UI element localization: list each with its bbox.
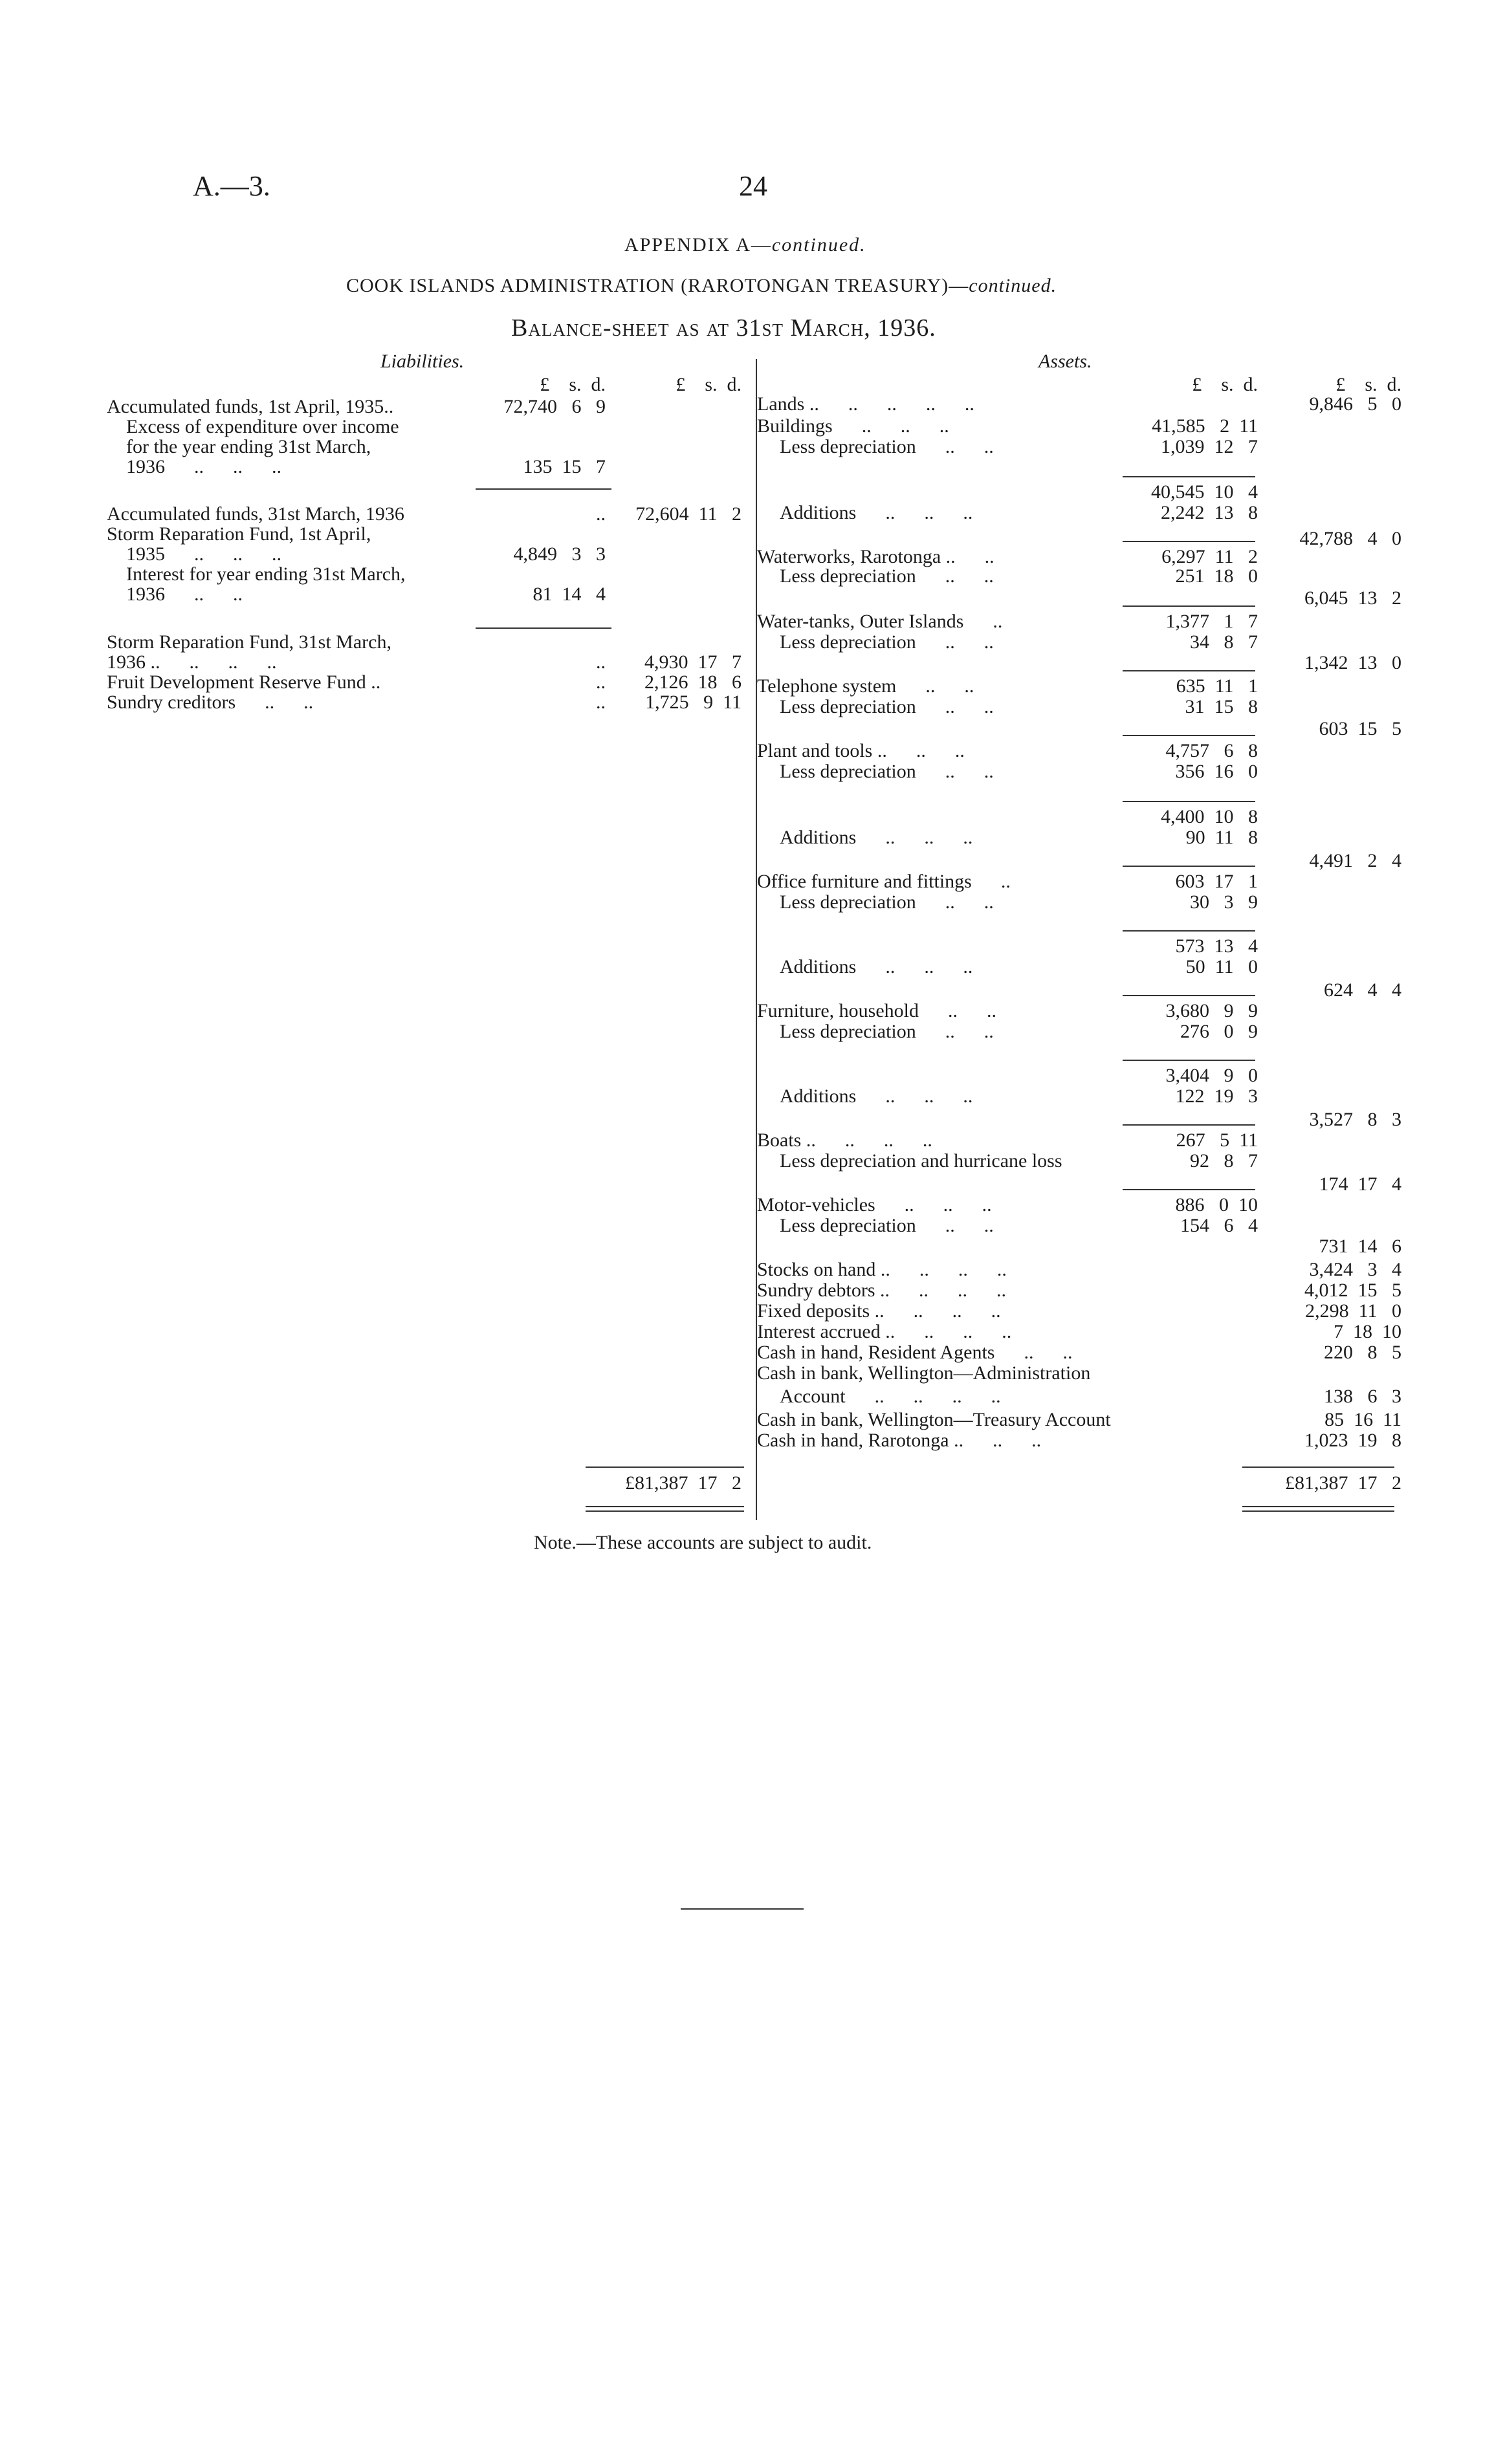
liabilities-row-label: for the year ending 31st March,	[126, 436, 371, 457]
assets-subtotal-rule	[1123, 735, 1255, 736]
liabilities-row-label: 1936 .. .. ..	[126, 456, 281, 477]
assets-row-amount-1: 1,039 12 7	[1161, 436, 1258, 457]
assets-row-label: Cash in bank, Wellington—Treasury Account	[757, 1409, 1111, 1430]
assets-row-amount-1: 6,297 11 2	[1161, 546, 1258, 567]
liabilities-row-amount-1: ..	[596, 671, 606, 693]
assets-subtotal-rule	[1123, 1060, 1255, 1061]
liabilities-row-label: 1936 .. .. .. ..	[107, 651, 277, 673]
assets-row-amount-1: 3,680 9 9	[1165, 1000, 1258, 1021]
liabilities-col1-head: £ s. d.	[540, 374, 606, 395]
assets-row-label: Waterworks, Rarotonga .. ..	[757, 546, 994, 567]
assets-subtotal-rule	[1123, 670, 1255, 671]
appendix-heading	[624, 234, 866, 256]
liabilities-row-label: Accumulated funds, 31st March, 1936	[107, 503, 404, 525]
assets-row-amount-1: 251 18 0	[1175, 565, 1258, 587]
assets-total-rule	[1242, 1466, 1394, 1468]
assets-row-amount-1: 34 8 7	[1190, 631, 1258, 653]
assets-row-label: Cash in bank, Wellington—Administration	[757, 1362, 1091, 1384]
liabilities-row-label: 1936 .. ..	[126, 583, 243, 605]
audit-note: Note.—These accounts are subject to audit.	[534, 1532, 872, 1553]
assets-row-amount-1: 267 5 11	[1176, 1129, 1258, 1151]
assets-row-amount-2: 731 14 6	[1319, 1236, 1401, 1257]
assets-row-amount-1: 635 11 1	[1176, 675, 1258, 697]
assets-row-amount-2: 85 16 11	[1324, 1409, 1401, 1430]
liabilities-row-label: Storm Reparation Fund, 31st March,	[107, 631, 391, 653]
assets-row-label: Plant and tools .. .. ..	[757, 740, 965, 761]
administration-heading-continued: continued.	[969, 275, 1057, 296]
liabilities-row-label: Interest for year ending 31st March,	[126, 563, 406, 585]
assets-row-amount-1: 92 8 7	[1190, 1150, 1258, 1172]
liabilities-rule	[476, 488, 611, 490]
liabilities-row-amount-1: 72,740 6 9	[503, 396, 606, 417]
assets-row-amount-1: 41,585 2 11	[1152, 415, 1258, 437]
assets-row-amount-1: 31 15 8	[1185, 696, 1258, 717]
assets-row-amount-2: 42,788 4 0	[1299, 528, 1401, 549]
liabilities-row-label: Accumulated funds, 1st April, 1935..	[107, 396, 394, 417]
assets-subtotal-rule	[1123, 605, 1255, 607]
assets-row-label: Stocks on hand .. .. .. ..	[757, 1259, 1007, 1280]
assets-row-label: Account .. .. .. ..	[780, 1386, 1001, 1407]
assets-row-label: Interest accrued .. .. .. ..	[757, 1321, 1012, 1342]
assets-row-label: Water-tanks, Outer Islands ..	[757, 611, 1003, 632]
liabilities-total: £81,387 17 2	[625, 1472, 742, 1494]
assets-subtotal-rule	[1123, 801, 1255, 802]
administration-heading-main: COOK ISLANDS ADMINISTRATION (RAROTONGAN TREASURY)—	[346, 275, 969, 296]
assets-row-amount-2: 3,527 8 3	[1309, 1109, 1401, 1130]
assets-row-amount-1: 3,404 9 0	[1165, 1065, 1258, 1086]
assets-row-label: Office furniture and fittings ..	[757, 871, 1011, 892]
assets-row-amount-1: 154 6 4	[1180, 1215, 1258, 1236]
assets-row-amount-2: 6,045 13 2	[1304, 587, 1401, 609]
assets-row-amount-2: 4,491 2 4	[1309, 850, 1401, 871]
assets-total-rule	[1242, 1510, 1394, 1512]
assets-row-label: Boats .. .. .. ..	[757, 1129, 932, 1151]
liabilities-total-rule	[586, 1506, 744, 1507]
liabilities-row-amount-1: ..	[596, 503, 606, 525]
liabilities-row-label: Fruit Development Reserve Fund ..	[107, 671, 381, 693]
assets-row-amount-1: 40,545 10 4	[1151, 481, 1258, 503]
assets-row-label: Less depreciation .. ..	[780, 761, 994, 782]
appendix-heading-continued: continued.	[771, 234, 866, 256]
assets-row-label: Telephone system .. ..	[757, 675, 974, 697]
assets-subtotal-rule	[1123, 541, 1255, 542]
assets-row-amount-2: 7 18 10	[1334, 1321, 1401, 1342]
assets-row-label: Fixed deposits .. .. .. ..	[757, 1300, 1001, 1322]
appendix-heading-main: APPENDIX A—	[624, 234, 772, 256]
liabilities-row-amount-1: 135 15 7	[523, 456, 606, 477]
assets-row-label: Sundry debtors .. .. .. ..	[757, 1280, 1006, 1301]
assets-row-amount-2: 603 15 5	[1319, 718, 1401, 739]
assets-row-label: Less depreciation .. ..	[780, 436, 994, 457]
liabilities-row-amount-1: ..	[596, 692, 606, 713]
assets-row-amount-1: 2,242 13 8	[1161, 502, 1258, 523]
assets-subtotal-rule	[1123, 866, 1255, 867]
assets-row-amount-1: 122 19 3	[1175, 1085, 1258, 1107]
assets-row-label: Less depreciation .. ..	[780, 1215, 994, 1236]
liabilities-total-rule	[586, 1510, 744, 1512]
assets-row-amount-2: 1,023 19 8	[1304, 1430, 1401, 1451]
assets-subtotal-rule	[1123, 995, 1255, 996]
assets-row-amount-2: 9,846 5 0	[1309, 393, 1401, 415]
assets-row-label: Less depreciation .. ..	[780, 696, 994, 717]
assets-row-amount-1: 276 0 9	[1180, 1021, 1258, 1042]
liabilities-row-amount-2: 1,725 9 11	[645, 692, 742, 713]
assets-row-label: Additions .. .. ..	[780, 827, 973, 848]
assets-row-label: Cash in hand, Resident Agents .. ..	[757, 1342, 1073, 1363]
assets-subtotal-rule	[1123, 476, 1255, 477]
assets-row-amount-1: 4,400 10 8	[1161, 806, 1258, 827]
assets-row-label: Less depreciation .. ..	[780, 891, 994, 913]
liabilities-row-amount-1: 4,849 3 3	[513, 543, 606, 565]
balance-sheet-title: Balance-sheet as at 31st March, 1936.	[511, 314, 936, 342]
assets-row-amount-2: 174 17 4	[1319, 1173, 1401, 1195]
assets-row-amount-1: 30 3 9	[1190, 891, 1258, 913]
assets-row-amount-1: 50 11 0	[1185, 956, 1258, 977]
assets-row-amount-1: 886 0 10	[1175, 1194, 1258, 1216]
liabilities-row-amount-2: 4,930 17 7	[644, 651, 742, 673]
assets-row-label: Less depreciation .. ..	[780, 565, 994, 587]
end-rule	[681, 1908, 804, 1910]
assets-row-label: Motor-vehicles .. .. ..	[757, 1194, 992, 1216]
liabilities-row-label: Excess of expenditure over income	[126, 416, 399, 437]
assets-row-label: Additions .. .. ..	[780, 956, 973, 977]
liabilities-heading: Liabilities.	[380, 351, 465, 372]
assets-subtotal-rule	[1123, 930, 1255, 932]
assets-row-amount-2: 138 6 3	[1324, 1386, 1401, 1407]
assets-subtotal-rule	[1123, 1189, 1255, 1190]
assets-row-amount-1: 4,757 6 8	[1165, 740, 1258, 761]
liabilities-row-label: Storm Reparation Fund, 1st April,	[107, 523, 371, 545]
assets-total-rule	[1242, 1506, 1394, 1507]
assets-row-amount-1: 1,377 1 7	[1165, 611, 1258, 632]
assets-row-label: Buildings .. .. ..	[757, 415, 949, 437]
assets-row-label: Additions .. .. ..	[780, 1085, 973, 1107]
assets-row-amount-1: 90 11 8	[1185, 827, 1258, 848]
assets-row-label: Lands .. .. .. .. ..	[757, 393, 974, 415]
assets-subtotal-rule	[1123, 1124, 1255, 1126]
page-reference: A.—3.	[193, 170, 270, 202]
assets-row-amount-2: 220 8 5	[1324, 1342, 1401, 1363]
column-divider	[756, 359, 757, 1520]
liabilities-row-amount-1: 81 14 4	[533, 583, 606, 605]
assets-col1-head: £ s. d.	[1192, 374, 1258, 395]
assets-heading: Assets.	[1038, 351, 1092, 372]
assets-row-amount-1: 603 17 1	[1175, 871, 1258, 892]
liabilities-rule	[476, 627, 611, 629]
assets-row-label: Less depreciation .. ..	[780, 631, 994, 653]
assets-row-label: Additions .. .. ..	[780, 502, 973, 523]
administration-heading	[346, 275, 1057, 297]
assets-row-amount-1: 356 16 0	[1175, 761, 1258, 782]
liabilities-col2-head: £ s. d.	[676, 374, 742, 395]
assets-row-label: Less depreciation .. ..	[780, 1021, 994, 1042]
assets-row-label: Cash in hand, Rarotonga .. .. ..	[757, 1430, 1042, 1451]
assets-col2-head: £ s. d.	[1335, 374, 1401, 395]
liabilities-row-amount-2: 72,604 11 2	[635, 503, 742, 525]
assets-total: £81,387 17 2	[1285, 1472, 1401, 1494]
page-number: 24	[739, 170, 767, 202]
assets-row-amount-2: 624 4 4	[1324, 979, 1401, 1001]
liabilities-row-amount-2: 2,126 18 6	[644, 671, 742, 693]
assets-row-amount-2: 2,298 11 0	[1305, 1300, 1401, 1322]
assets-row-label: Less depreciation and hurricane loss	[780, 1150, 1062, 1172]
liabilities-row-label: Sundry creditors .. ..	[107, 692, 314, 713]
assets-row-amount-2: 4,012 15 5	[1304, 1280, 1401, 1301]
liabilities-total-rule	[586, 1466, 744, 1468]
liabilities-row-label: 1935 .. .. ..	[126, 543, 281, 565]
assets-row-label: Furniture, household .. ..	[757, 1000, 996, 1021]
assets-row-amount-2: 1,342 13 0	[1304, 652, 1401, 673]
liabilities-row-amount-1: ..	[596, 651, 606, 673]
assets-row-amount-1: 573 13 4	[1175, 935, 1258, 957]
assets-row-amount-2: 3,424 3 4	[1309, 1259, 1401, 1280]
